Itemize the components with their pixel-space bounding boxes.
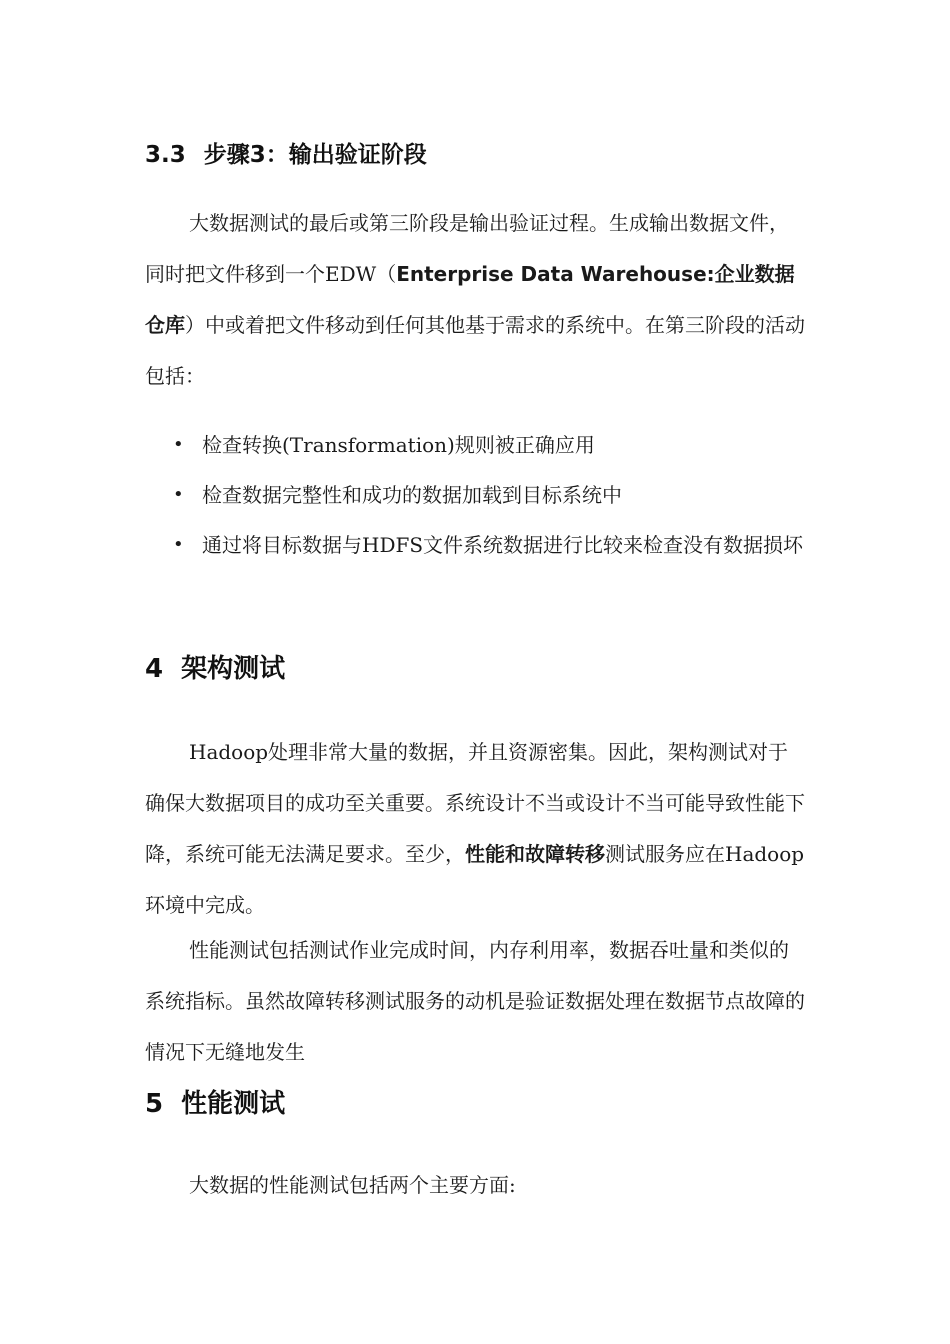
list-item-text: 通过将目标数据与HDFS文件系统数据进行比较来检查没有数据损坏 — [202, 533, 804, 557]
paragraph-performance-testing-metrics: 性能测试包括测试作业完成时间，内存利用率，数据吞吐量和类似的系统指标。虽然故障转移测试服务的动机是验证数据处理在数据节点故障的情况下无缝地发生 — [145, 938, 805, 1064]
list-item-text: 检查转换(Transformation)规则被正确应用 — [202, 433, 595, 457]
paragraph-performance-aspects: 大数据的性能测试包括两个主要方面: — [189, 1173, 516, 1197]
bullet-list-activities — [145, 420, 805, 570]
heading-title: 性能测试 — [181, 1089, 286, 1119]
heading-section-5 — [145, 1083, 285, 1120]
heading-number: 3.3 — [145, 142, 186, 168]
paragraph-text: ）中或着把文件移动到任何其他基于需求的系统中。在第三阶段的活动包括： — [145, 313, 805, 388]
paragraph-architecture-testing — [145, 727, 805, 931]
paragraph-text: 大数据测试的最后或第三阶段是输出验证过程。生成输出数据文件，同时把文件移到一个EDW（ — [145, 211, 789, 286]
list-item — [145, 470, 805, 520]
list-item — [145, 520, 805, 570]
list-item-text: 检查数据完整性和成功的数据加载到目标系统中 — [202, 483, 622, 507]
bullet-icon: • — [173, 484, 184, 505]
paragraph-text: Hadoop处理非常大量的数据，并且资源密集。因此，架构测试对于确保大数据项目的成功至关重要。系统设计不当或设计不当可能导致性能下降，系统可能无法满足要求。至少， — [145, 740, 805, 866]
bold-text-failover: 性能和故障转移 — [465, 842, 605, 866]
paragraph-text: 测试服务应在Hadoop环境中完成。 — [145, 842, 805, 917]
bullet-icon: • — [173, 534, 184, 555]
heading-number: 5 — [145, 1089, 164, 1119]
heading-title: 步骤3：输出验证阶段 — [203, 142, 427, 168]
heading-section-3-3 — [145, 136, 427, 169]
heading-title: 架构测试 — [181, 654, 286, 684]
heading-section-4 — [145, 648, 285, 685]
list-item — [145, 420, 805, 470]
heading-number: 4 — [145, 654, 164, 684]
bullet-icon: • — [173, 434, 184, 455]
paragraph-output-validation — [145, 198, 805, 402]
bold-text-edw: Enterprise Data Warehouse:企业数据仓库 — [145, 262, 795, 337]
